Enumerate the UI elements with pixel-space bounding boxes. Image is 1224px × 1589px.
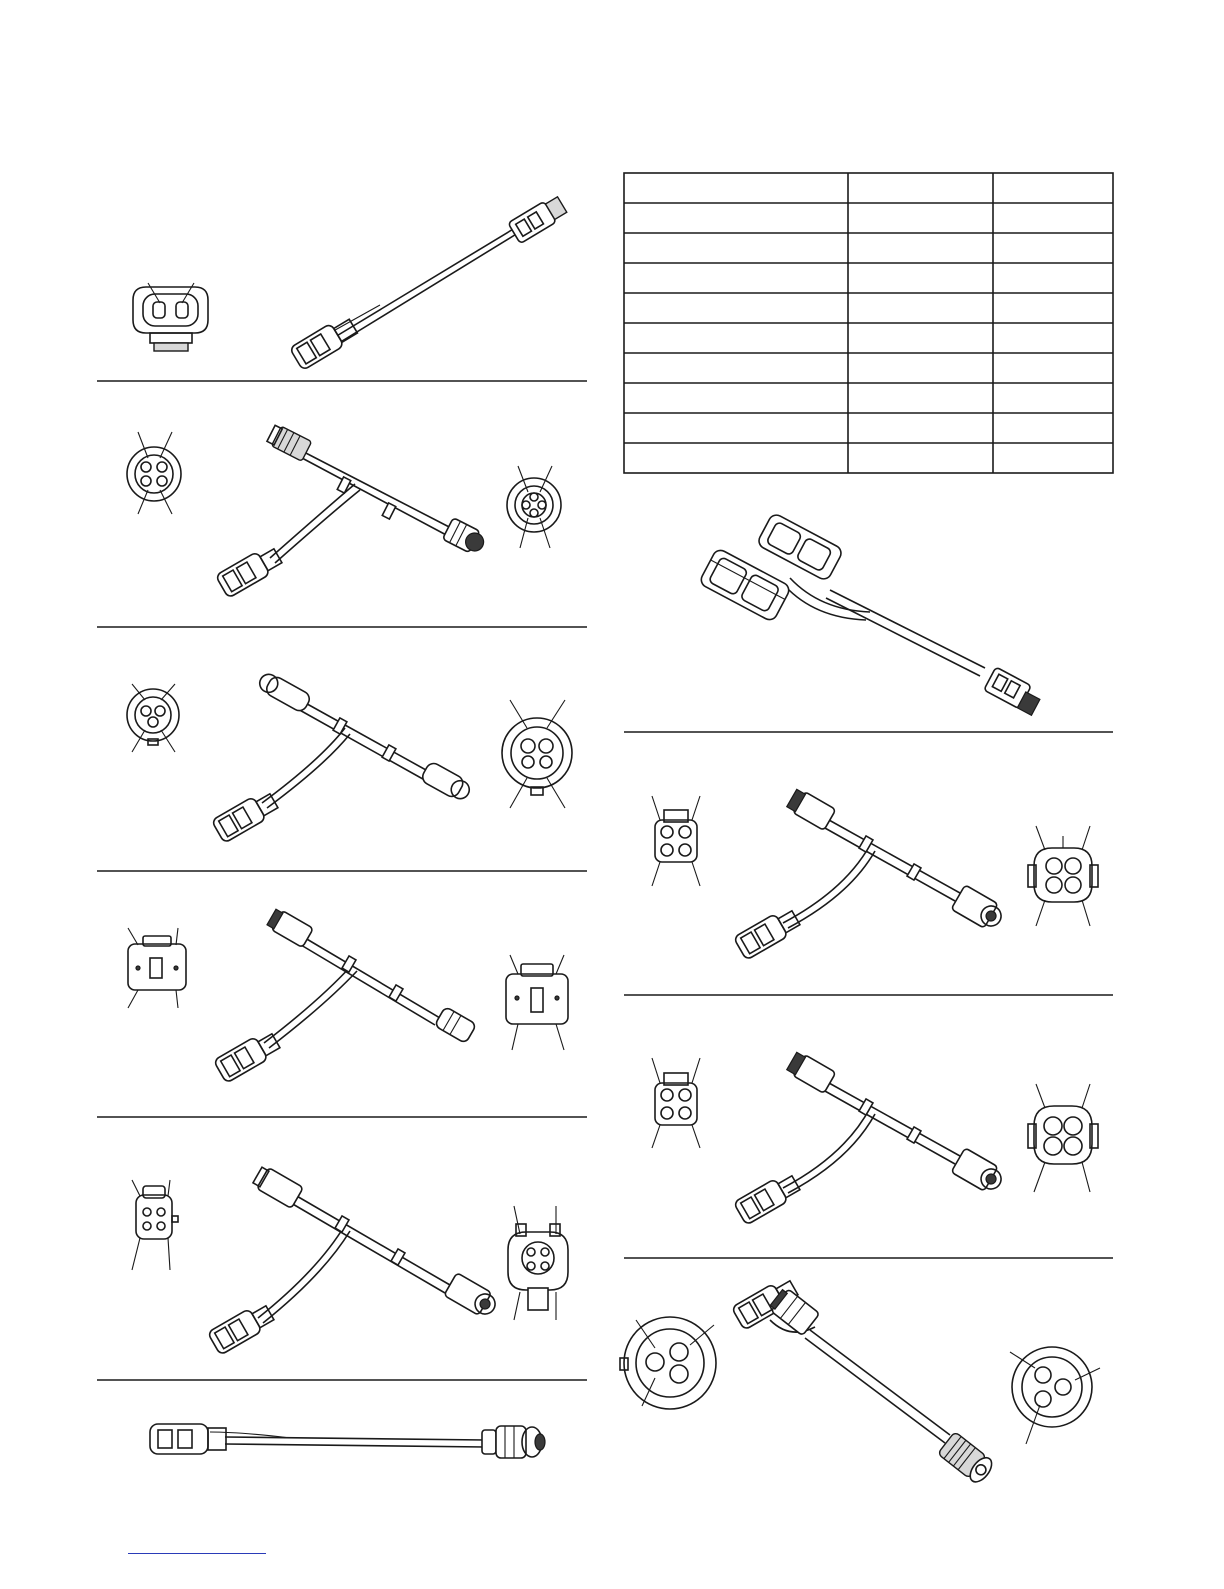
- connector-end-view-2pin: [133, 283, 208, 351]
- spec-table: [624, 173, 1113, 473]
- connector-end-view-round-3pin-large: [620, 1317, 716, 1409]
- connector-end-view-round-3pin-female: [1010, 1347, 1100, 1444]
- panel-right-2: [652, 788, 1098, 961]
- panel-left-2: [127, 423, 561, 598]
- cable-assembly: [290, 194, 569, 370]
- connector-end-view-round-3pin-female: [502, 700, 572, 808]
- connector-end-view-square-4pin: [652, 796, 700, 886]
- round-connector-adapter-cable: [731, 1276, 995, 1486]
- connector-end-view-4pin-locking: [132, 1180, 178, 1270]
- y-harness: [215, 423, 488, 598]
- right-column-dividers: [624, 732, 1113, 1258]
- y-harness: [733, 1051, 1006, 1226]
- connector-end-view-round-4pin-female: [507, 466, 561, 548]
- connector-end-view-4pin-locking-female: [508, 1206, 568, 1320]
- panel-left-4: [128, 907, 568, 1083]
- footer-link-underline[interactable]: [128, 1553, 266, 1554]
- panel-right-1: [699, 512, 1044, 715]
- y-harness: [211, 670, 473, 843]
- dual-connector-y-harness: [699, 512, 1044, 715]
- y-harness: [207, 1165, 500, 1356]
- connector-end-view-square-4pin: [652, 1058, 700, 1148]
- panel-right-4: [620, 1276, 1100, 1486]
- panel-right-3: [652, 1051, 1098, 1226]
- panel-left-6: [150, 1424, 545, 1458]
- panel-left-1: [133, 194, 568, 370]
- y-harness: [213, 907, 476, 1083]
- connector-end-view-square-4pin-female: [1028, 1084, 1098, 1192]
- connector-end-view-round-4pin: [127, 432, 181, 514]
- straight-adapter-cable: [150, 1424, 545, 1458]
- connector-end-view-round-3pin: [127, 684, 179, 752]
- y-harness: [733, 788, 1006, 961]
- connector-end-view-deutsch-3pin: [128, 928, 186, 1008]
- panel-left-3: [127, 670, 572, 843]
- connector-end-view-deutsch-3pin-female: [506, 955, 568, 1050]
- panel-left-5: [132, 1165, 568, 1356]
- connector-end-view-square-4pin-female: [1028, 826, 1098, 926]
